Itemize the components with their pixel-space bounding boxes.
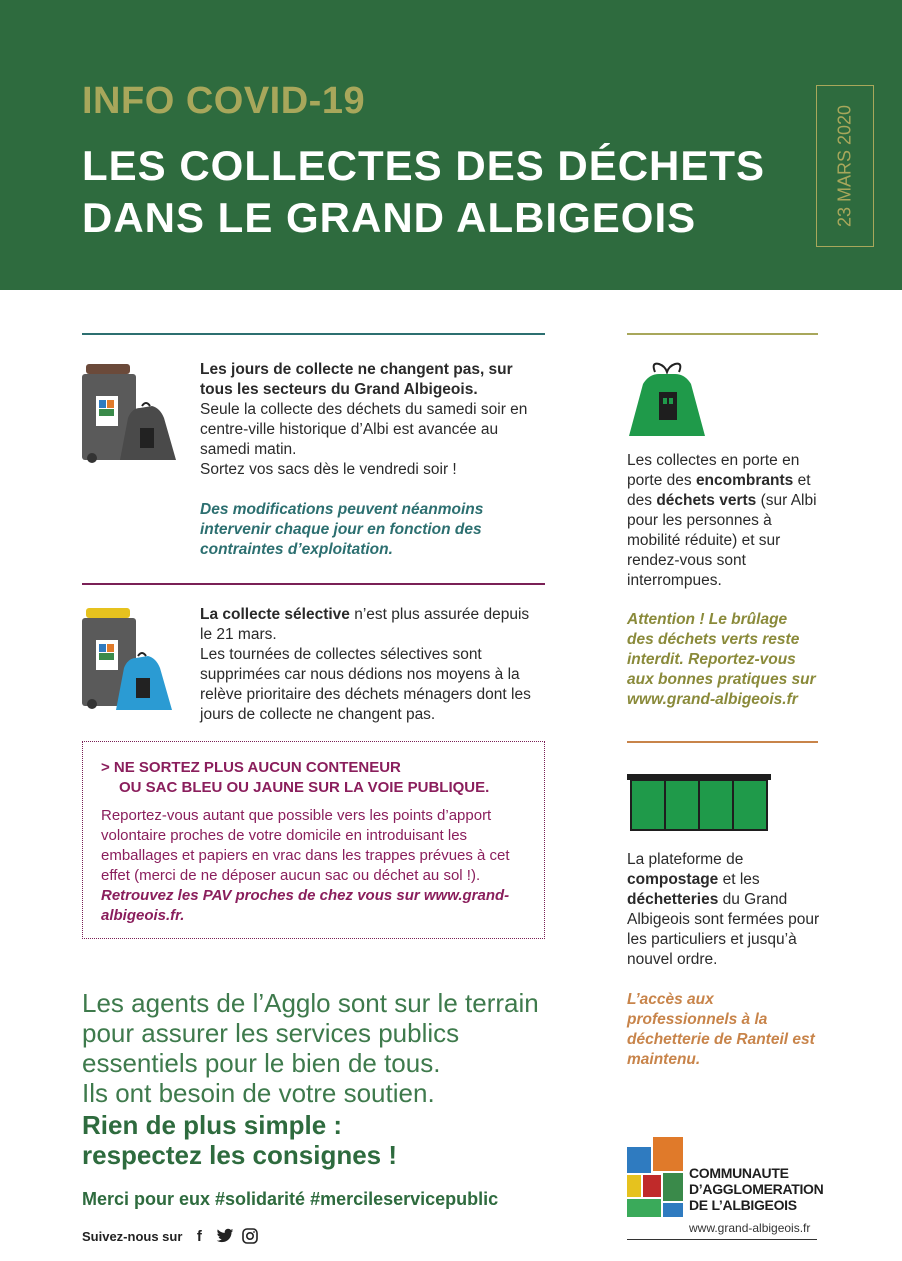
section1-bold: Les jours de collecte ne changent pas, sur tous les secteurs du Grand Albigeois. [200,361,513,398]
date-box [816,85,874,247]
skip-container-icon [627,772,771,832]
right2-b2: déchetteries [627,891,719,908]
warning-cta-link[interactable]: Retrouvez les PAV proches de chez vous sur www.grand-albigeois.fr. [101,887,510,924]
section1-body2: Sortez vos sacs dès le vendredi soir ! [200,461,457,478]
right1-text [627,451,822,591]
title-line-2: DANS LE GRAND ALBIGEOIS [82,194,697,241]
hashtags: Merci pour eux #solidarité #mercileservicepublic [82,1189,499,1209]
divider-section-2 [82,583,545,585]
right1-t2: et des [627,472,811,509]
right2-t1: La plateforme de [627,851,744,868]
section1-body1: Seule la collecte des déchets du samedi soir en centre-ville historique d’Albi est avancée au samedi matin. [200,401,528,458]
right1-t1: Les collectes en porte en porte des [627,452,800,489]
logo-mark-icon [627,1137,685,1219]
instagram-icon[interactable] [242,1228,258,1244]
warning-title-line-1: > NE SORTEZ PLUS AUCUN CONTENEUR [101,759,401,776]
section2-body: Les tournées de collectes sélectives sont supprimées car nous dédions nos moyens à la relève prioritaire des déchets ménagers dont les jours de collecte ne changent pas. [200,646,531,723]
household-bin-icon [80,362,180,466]
title-line-1: LES COLLECTES DES DÉCHETS [82,142,766,189]
divider-right-1 [627,333,818,335]
section2-after-bold: n’est plus assurée depuis le 21 mars. [200,606,530,643]
footer-message [82,988,539,1108]
warning-title-line-2: OU SAC BLEU OU JAUNE SUR LA VOIE PUBLIQUE. [119,779,490,796]
agglo-logo [627,1137,847,1247]
follow-label: Suivez-nous sur [82,1228,183,1244]
footer-line-3: essentiels pour le bien de tous. [82,1048,441,1078]
right1-b1: encombrants [695,472,794,489]
footer-line-4: Ils ont besoin de votre soutien. [82,1078,435,1108]
logo-text [689,1165,823,1213]
footer-bold-line-2: respectez les consignes ! [82,1140,398,1170]
divider-right-2 [627,741,818,743]
logo-underline [627,1239,817,1240]
footer-bold-message [82,1110,397,1170]
section2-bold: La collecte sélective [200,606,350,623]
green-waste-bag-icon [627,362,707,438]
warning-text: Reportez-vous autant que possible vers les points d’apport volontaire proches de votre domicile en introduisant les emballages et papiers en vrac dans les trappes prévues à cet effet (merci de ne déposer aucun sac ou déchet au sol !). [101,807,510,884]
kicker: INFO COVID-19 [82,80,366,122]
logo-line-3: DE L’ALBIGEOIS [689,1197,797,1213]
logo-line-1: COMMUNAUTE [689,1165,789,1181]
section1-note: Des modifications peuvent néanmoins intervenir chaque jour en fonction des contraintes d’exploitation. [200,501,484,558]
right2-b1: compostage [627,871,719,888]
date-label: 23 MARS 2020 [834,104,855,228]
page-title [82,140,765,244]
follow-us [82,1227,258,1245]
section2-text [200,605,545,645]
logo-url[interactable]: www.grand-albigeois.fr [689,1221,811,1235]
facebook-icon[interactable]: f [196,1227,202,1245]
right1-note: Attention ! Le brûlage des déchets verts reste interdit. Reportez-vous aux bonnes pratiques sur www.grand-albigeois.fr [627,611,816,708]
right2-t3: du Grand Albigeois sont fermées pour les particuliers et jusqu’à nouvel ordre. [627,891,820,968]
right1-b2: déchets verts [656,492,757,509]
warning-box [82,741,545,939]
footer-line-2: pour assurer les services publics [82,1018,460,1048]
right1-t3: (sur Albi pour les personnes à mobilité réduite) et sur rendez-vous sont interrompues. [627,492,817,589]
right2-note: L’accès aux professionnels à la déchetterie de Ranteil est maintenu. [627,991,815,1068]
divider-section-1 [82,333,545,335]
header-banner [0,0,902,290]
logo-line-2: D’AGGLOMERATION [689,1181,824,1197]
right2-t2: et les [718,871,760,888]
recycling-bin-icon [80,606,180,712]
twitter-icon[interactable] [216,1228,234,1244]
warning-title [101,758,489,798]
footer-bold-line-1: Rien de plus simple : [82,1110,343,1140]
warning-body [101,806,531,926]
footer-line-1: Les agents de l’Agglo sont sur le terrain [82,988,539,1018]
right2-text [627,850,822,970]
